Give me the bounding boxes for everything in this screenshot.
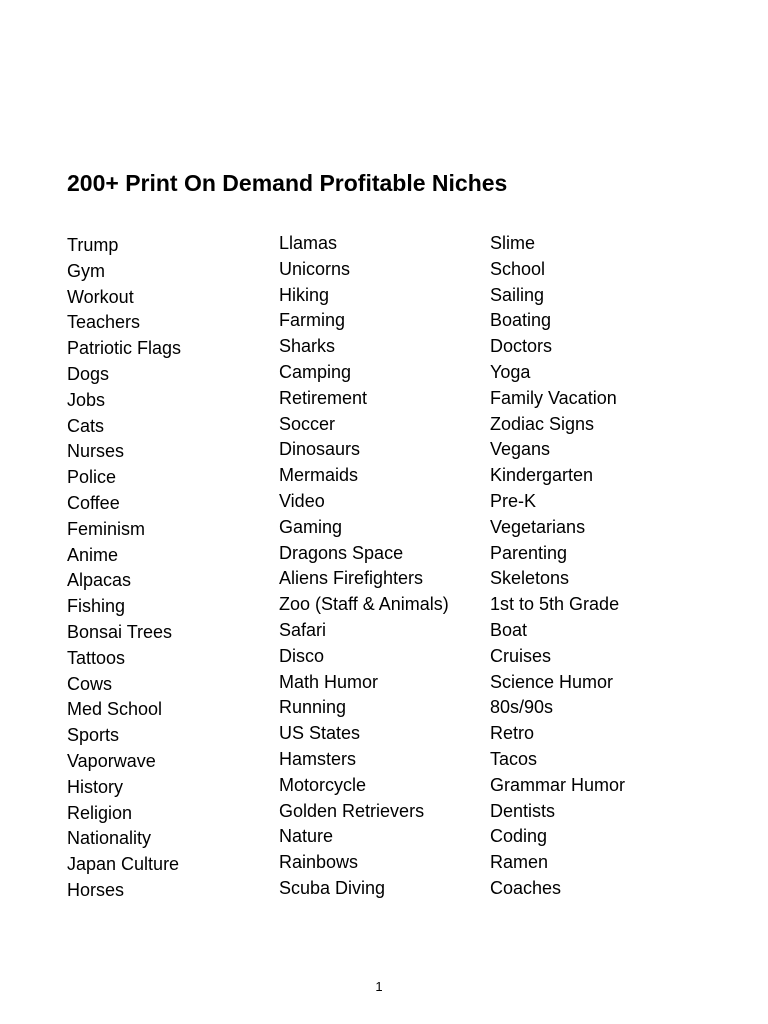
niche-item: Religion [67, 802, 133, 823]
page-title: 200+ Print On Demand Profitable Niches [67, 170, 508, 196]
niche-item: Fishing [67, 596, 126, 617]
niche-item: Coffee [67, 492, 120, 513]
niche-item: Doctors [490, 336, 553, 357]
niche-item: Skeletons [490, 568, 570, 589]
niche-item: Patriotic Flags [67, 338, 182, 359]
niche-item: Soccer [279, 413, 336, 434]
niche-item: Nature [279, 826, 334, 847]
niche-item: Motorcycle [279, 774, 367, 795]
niche-item: School [490, 258, 546, 279]
niche-item: Nationality [67, 828, 152, 849]
niche-item: 80s/90s [490, 697, 554, 718]
niche-item: Unicorns [279, 258, 351, 279]
niche-item: Coaches [490, 877, 562, 898]
niche-item: Feminism [67, 518, 146, 539]
niche-item: Zoo (Staff & Animals) [279, 594, 449, 615]
niche-item: Dinosaurs [279, 439, 361, 460]
niche-item: Boating [490, 310, 552, 331]
niche-item: Workout [67, 286, 134, 307]
niche-item: Sailing [490, 284, 545, 305]
niche-item: Sharks [279, 336, 336, 357]
niche-item: Cats [67, 415, 105, 436]
niche-item: Safari [279, 619, 327, 640]
niche-column-2 [279, 231, 449, 902]
niche-item: Trump [67, 235, 119, 255]
niche-item: Jobs [67, 389, 106, 410]
niche-item: Dragons Space [279, 542, 404, 563]
niche-item: Coding [490, 826, 548, 847]
niche-item: Llamas [279, 233, 338, 253]
niche-column-1 [67, 233, 181, 904]
niche-item: Video [279, 490, 325, 511]
niche-item: Ramen [490, 852, 549, 873]
niche-item: Farming [279, 310, 346, 331]
niche-item: Math Humor [279, 671, 379, 692]
niche-item: Horses [67, 879, 125, 900]
niche-item: Family Vacation [490, 387, 617, 408]
niche-item: US States [279, 723, 361, 744]
niche-item: Sports [67, 725, 120, 746]
niche-item: Japan Culture [67, 854, 180, 875]
niche-item: Grammar Humor [490, 774, 626, 795]
niche-item: Retro [490, 723, 535, 744]
niche-item: History [67, 776, 124, 797]
niche-item: Vaporwave [67, 750, 156, 771]
niche-item: Disco [279, 645, 325, 666]
niche-item: Rainbows [279, 852, 359, 873]
niche-item: Vegans [490, 439, 551, 460]
niche-item: Vegetarians [490, 516, 586, 537]
niche-item: Aliens Firefighters [279, 568, 424, 589]
niche-item: Camping [279, 361, 352, 382]
niche-item: Anime [67, 544, 119, 565]
niche-item: Science Humor [490, 671, 614, 692]
niche-item: Zodiac Signs [490, 413, 595, 434]
niche-item: Gaming [279, 516, 343, 537]
niche-item: Tattoos [67, 647, 126, 668]
page-number: 1 [375, 979, 383, 994]
niche-item: Hamsters [279, 748, 357, 769]
niche-item: Nurses [67, 441, 125, 462]
niche-item: Slime [490, 233, 536, 253]
niche-item: Kindergarten [490, 465, 594, 486]
niche-item: Pre-K [490, 490, 537, 511]
niche-item: Boat [490, 619, 528, 640]
niche-item: Retirement [279, 387, 368, 408]
niche-item: Scuba Diving [279, 877, 386, 898]
niche-item: Police [67, 467, 117, 488]
niche-item: Dogs [67, 363, 110, 384]
niche-column-3 [490, 231, 625, 902]
niche-item: Mermaids [279, 465, 359, 486]
niche-item: Gym [67, 260, 105, 281]
niche-item: Hiking [279, 284, 330, 305]
niche-item: Alpacas [67, 570, 132, 591]
niche-item: Tacos [490, 748, 538, 769]
niche-item: Golden Retrievers [279, 800, 425, 821]
niche-item: Bonsai Trees [67, 621, 173, 642]
niche-item: Teachers [67, 312, 141, 333]
niche-item: 1st to 5th Grade [490, 594, 620, 615]
niche-item: Cruises [490, 645, 552, 666]
niche-item: Dentists [490, 800, 556, 821]
niche-item: Yoga [490, 361, 531, 382]
niche-item: Cows [67, 673, 113, 694]
niche-item: Parenting [490, 542, 568, 563]
niche-item: Running [279, 697, 347, 718]
niche-item: Med School [67, 699, 163, 720]
